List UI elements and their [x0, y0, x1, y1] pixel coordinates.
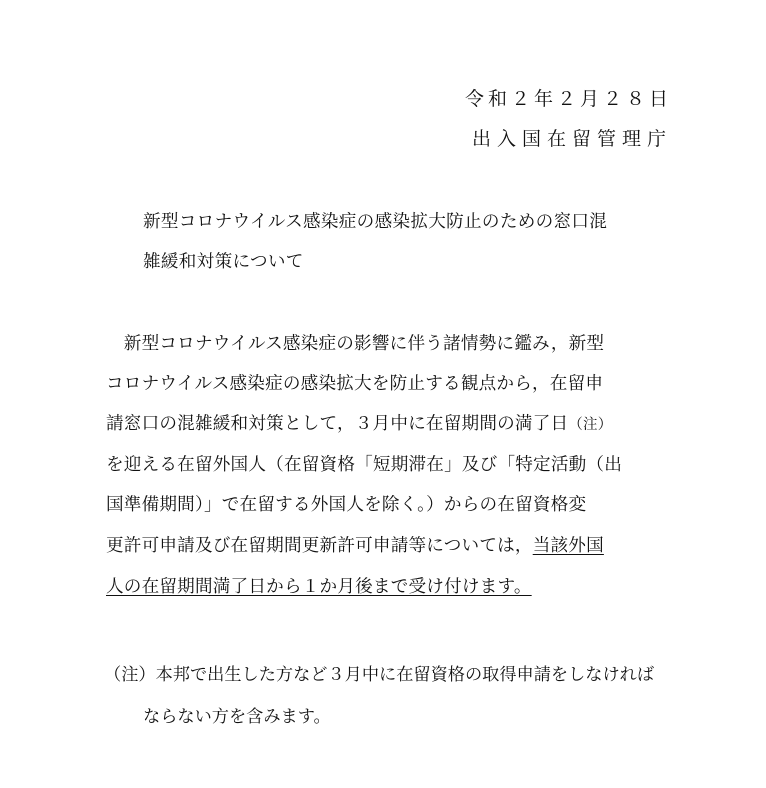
body-line-6 — [106, 532, 674, 557]
body-line-3-text: 請窓口の混雑緩和対策として，３月中に在留期間の満了日 — [106, 414, 569, 434]
body-line-7-underlined: 人の在留期間満了日から１か月後まで受け付けます。 — [106, 577, 532, 597]
note-line-1: （注）本邦で出生した方など３月中に在留資格の取得申請をしなければ — [104, 665, 655, 685]
body-line-3 — [106, 410, 674, 435]
body-line-1: 新型コロナウイルス感染症の影響に伴う諸情勢に鑑み，新型 — [106, 334, 605, 354]
body-line-6-text: 更許可申請及び在留期間更新許可申請等については， — [106, 536, 533, 556]
body-line-4: を迎える在留外国人（在留資格「短期滞在」及び「特定活動（出 — [106, 455, 623, 475]
document-date: 令和２年２月２８日 — [464, 88, 672, 110]
note-line-2: ならない方を含みます。 — [143, 707, 331, 727]
body-line-5: 国準備期間）」で在留する外国人を除く。）からの在留資格変 — [106, 495, 587, 515]
underlined-text-start: 当該外国 — [532, 536, 604, 556]
note-marker: （注） — [568, 417, 613, 433]
issuing-organization: 出入国在留管理庁 — [471, 128, 672, 150]
body-line-2: コロナウイルス感染症の感染拡大を防止する観点から，在留申 — [106, 374, 604, 394]
document-title-line-2: 雑緩和対策について — [143, 252, 304, 272]
document-title-line-1: 新型コロナウイルス感染症の感染拡大防止のための窓口混 — [143, 212, 608, 232]
